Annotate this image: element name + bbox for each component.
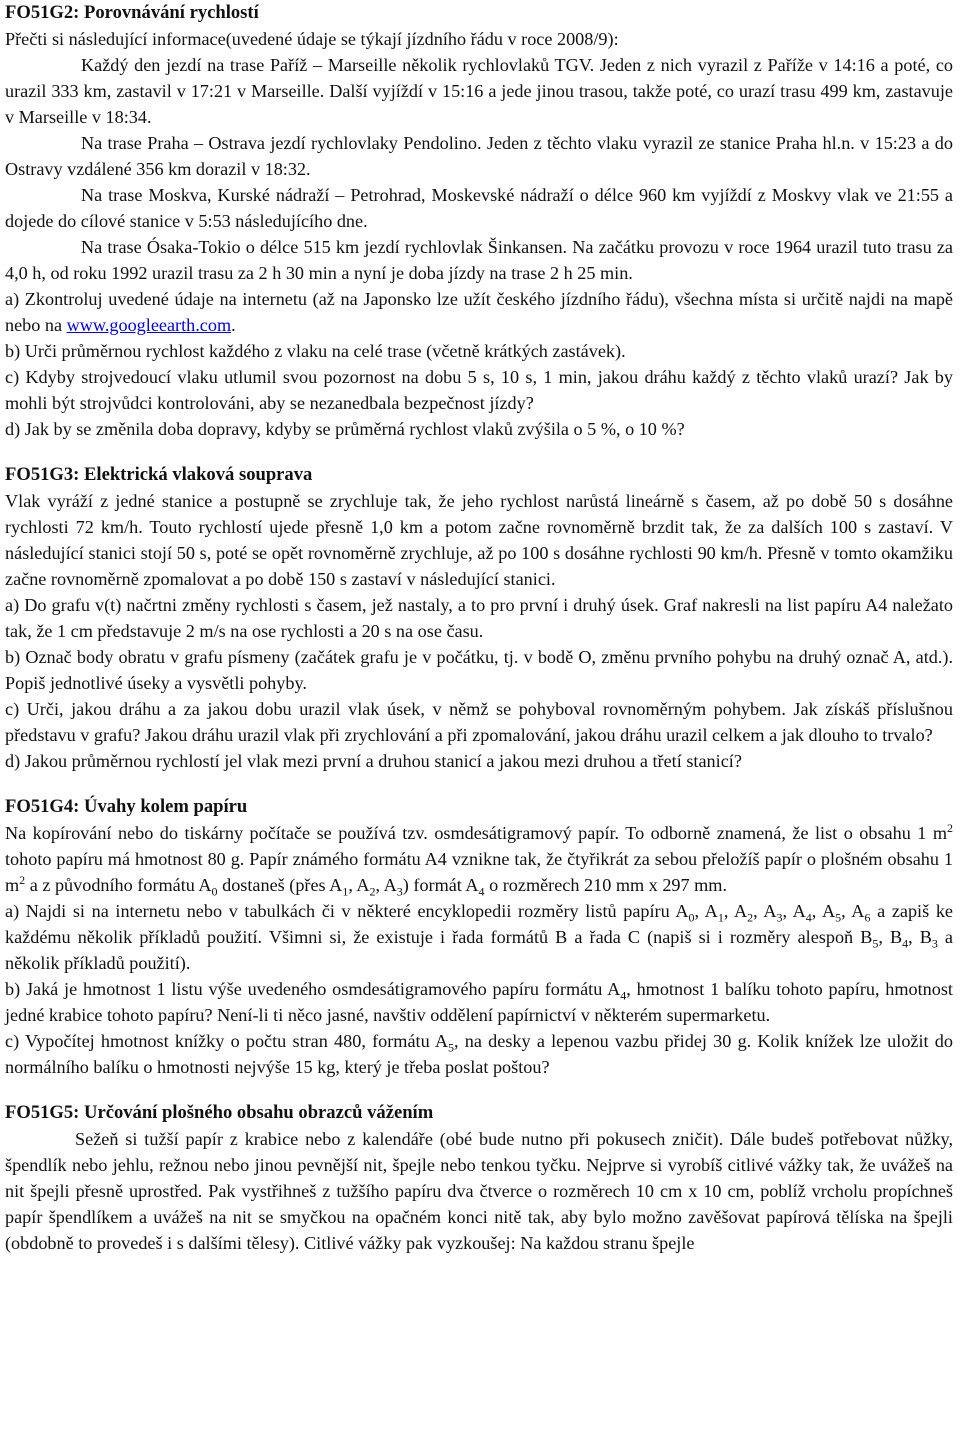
text-run: , A [348, 875, 370, 895]
text-run: b) Jaká je hmotnost 1 listu výše uvedeného osmdesátigramového papíru formátu A [5, 979, 621, 999]
question-a [5, 898, 953, 976]
text-run: a zapiš ke každému několik příkladů použití. Všimni si, že existuje i řada formátů B a řada C (napiš si i rozměry alespoň B [5, 901, 953, 947]
subscript: 4 [805, 910, 812, 925]
question-d: d) Jakou průměrnou rychlostí jel vlak mezi první a druhou stanicí a jakou mezi druhou a třetí stanicí? [5, 751, 742, 771]
text-run: , B [908, 927, 932, 947]
text-run: o rozměrech 210 mm x 297 mm. [484, 875, 727, 895]
text-run: a několik příkladů použití). [5, 927, 953, 973]
paragraph-osaka: Na trase Ósaka-Tokio o délce 515 km jezdí rychlovlak Šinkansen. Na začátku provozu v roce 1964 urazil tuto trasu za 4,0 h, od roku 1992 urazil trasu za 2 h 30 min a nyní je doba jízdy na trase 2 h 25 min. [5, 237, 953, 283]
googleearth-link[interactable]: www.googleearth.com [66, 315, 232, 335]
subscript: 4 [478, 884, 485, 899]
text-run: , na desky a lepenou vazbu přidej 30 g. Kolik knížek lze uložit do normálního balíku o hmotnosti nejvýše 15 kg, který je třeba poslat poštou? [5, 1031, 953, 1077]
subscript: 3 [396, 884, 403, 899]
section-title: FO51G2: Porovnávání rychlostí [5, 2, 259, 23]
text-run: dostaneš (přes A [217, 875, 343, 895]
text-run: , A [694, 901, 718, 921]
text-run: tohoto papíru má hmotnost 80 g. Papír známého formátu A4 vznikne tak, že čtyřikrát za sebou přeložíš papír o plošném obsahu 1 m [5, 849, 953, 895]
subscript: 2 [747, 910, 754, 925]
question-c: c) Urči, jakou dráhu a za jakou dobu urazil vlak úsek, v němž se pohyboval rovnoměrným pohybem. Jak získáš příslušnou představu v grafu? Jakou dráhu urazil vlak při zrychlování a při zpomalování, jakou dráhu urazil celkem a jak dlouho to trvalo? [5, 699, 953, 745]
text-run: , A [375, 875, 397, 895]
question-b: b) Označ body obratu v grafu písmeny (začátek grafu je v počátku, tj. v bodě O, změnu prvního pohybu na druhý označ A, atd.). Popiš jednotlivé úseky a vysvětli pohyby. [5, 647, 953, 693]
subscript: 4 [902, 936, 909, 951]
section-title: FO51G3: Elektrická vlaková souprava [5, 464, 313, 485]
text-run: , A [782, 901, 806, 921]
paragraph-paper [5, 820, 953, 898]
subscript: 2 [369, 884, 376, 899]
text-run: , B [878, 927, 903, 947]
subscript: 5 [872, 936, 879, 951]
subscript: 5 [448, 1040, 455, 1055]
subscript: 6 [864, 910, 871, 925]
text-run: ) formát A [402, 875, 479, 895]
superscript: 2 [947, 820, 953, 835]
question-a-text: a) Zkontroluj uvedené údaje na internetu (až na Japonsko lze užít českého jízdního řádu), všechna místa si určitě najdi na mapě nebo na [5, 289, 953, 335]
text-run: c) Vypočítej hmotnost knížky o počtu stran 480, formátu A [5, 1031, 449, 1051]
subscript: 1 [342, 884, 349, 899]
section-title: FO51G5: Určování plošného obsahu obrazců vážením [5, 1102, 434, 1123]
section-fo51g5 [5, 1100, 953, 1256]
section-fo51g4 [5, 794, 953, 1080]
subscript: 3 [776, 910, 783, 925]
subscript: 0 [688, 910, 695, 925]
text-run: , hmotnost 1 balíku tohoto papíru, hmotnost jedné krabice tohoto papíru? Není-li ti něco jasné, navštiv oddělení papírnictví v některém supermarketu. [5, 979, 953, 1025]
superscript: 2 [19, 872, 26, 887]
section-fo51g2 [5, 0, 953, 442]
question-a-end: . [231, 315, 236, 335]
question-c [5, 1028, 953, 1080]
question-a [5, 286, 953, 338]
paragraph-tgv: Každý den jezdí na trase Paříž – Marseille několik rychlovlaků TGV. Jeden z nich vyrazil z Paříže v 14:16 a poté, co urazil 333 km, zastavil v 17:21 v Marseille. Další vyjíždí v 15:16 a jede jinou trasou, takže poté, co urazí trasu 499 km, zastavuje v Marseille v 18:34. [5, 55, 953, 127]
intro-paragraph: Přečti si následující informace(uvedené údaje se týkají jízdního řádu v roce 2008/9): [5, 29, 619, 49]
paragraph-scales: Sežeň si tužší papír z krabice nebo z kalendáře (obé bude nutno při pokusech zničit). Dále budeš potřebovat nůžky, špendlík nebo jehlu, režnou nebo jinou pevnější nit, špejle nebo tenkou tyčku. Nejprve si vyrobíš citlivé vážky tak, že uvážeš na nit špejli přesně uprostřed. Pak vystřihneš z tužšího papíru dva čtverce o rozměrech 10 cm x 10 cm, poblíž vrcholu propíchneš papír špendlíkem a uvážeš na nit se smyčkou na opačném konci nitě tak, aby bylo možno zavěšovat papírová tělíska na špejli (obdobně to provedeš i s dalšími tělesy). Citlivé vážky pak vyzkoušej: Na každou stranu špejle [5, 1129, 953, 1253]
question-b [5, 976, 953, 1028]
question-b: b) Urči průměrnou rychlost každého z vlaku na celé trase (včetně krátkých zastávek). [5, 341, 626, 361]
section-title: FO51G4: Úvahy kolem papíru [5, 796, 248, 817]
text-run: a z původního formátu A [25, 875, 212, 895]
section-fo51g3 [5, 462, 953, 774]
subscript: 1 [717, 910, 724, 925]
question-d: d) Jak by se změnila doba dopravy, kdyby se průměrná rychlost vlaků zvýšila o 5 %, o 10 %? [5, 419, 685, 439]
subscript: 3 [931, 936, 938, 951]
text-run: a) Najdi si na internetu nebo v tabulkách či v některé encyklopedii rozměry listů papíru A [5, 901, 689, 921]
subscript: 4 [620, 988, 627, 1003]
question-a: a) Do grafu v(t) načrtni změny rychlosti s časem, jež nastaly, a to pro první i druhý úsek. Graf nakresli na list papíru A4 naležato tak, že 1 cm představuje 2 m/s na ose rychlosti a 20 s na ose času. [5, 595, 953, 641]
paragraph-train: Vlak vyráží z jedné stanice a postupně se zrychluje tak, že jeho rychlost narůstá lineárně s časem, až po době 50 s dosáhne rychlosti 72 km/h. Touto rychlostí ujede přesně 1,0 km a potom začne rovnoměrně brzdit tak, že za dalších 100 s zastaví. V následující stanici stojí 50 s, poté se opět rovnoměrně zrychluje, až po 100 s dosáhne rychlosti 90 km/h. Přesně v tomto okamžiku začne rovnoměrně zpomalovat a po době 150 s zastaví v následující stanici. [5, 491, 953, 589]
subscript: 5 [835, 910, 842, 925]
paragraph-moskva: Na trase Moskva, Kurské nádraží – Petrohrad, Moskevské nádraží o délce 960 km vyjíždí z Moskvy vlak ve 21:55 a dojede do cílové stanice v 5:53 následujícího dne. [5, 185, 953, 231]
text-run: Na kopírování nebo do tiskárny počítače se používá tzv. osmdesátigramový papír. To odborně znamená, že list o obsahu 1 m [5, 823, 947, 843]
text-run: , A [811, 901, 836, 921]
text-run: , A [723, 901, 748, 921]
text-run: , A [753, 901, 777, 921]
subscript: 0 [211, 884, 218, 899]
paragraph-pendolino: Na trase Praha – Ostrava jezdí rychlovlaky Pendolino. Jeden z těchto vlaku vyrazil ze stanice Praha hl.n. v 15:23 a do Ostravy vzdálené 356 km dorazil v 18:32. [5, 133, 953, 179]
text-run: , A [841, 901, 865, 921]
question-c: c) Kdyby strojvedoucí vlaku utlumil svou pozornost na dobu 5 s, 10 s, 1 min, jakou dráhu každý z těchto vlaků urazí? Jak by mohli být strojvůdci kontrolováni, aby se nezanedbala bezpečnost jízdy? [5, 367, 953, 413]
